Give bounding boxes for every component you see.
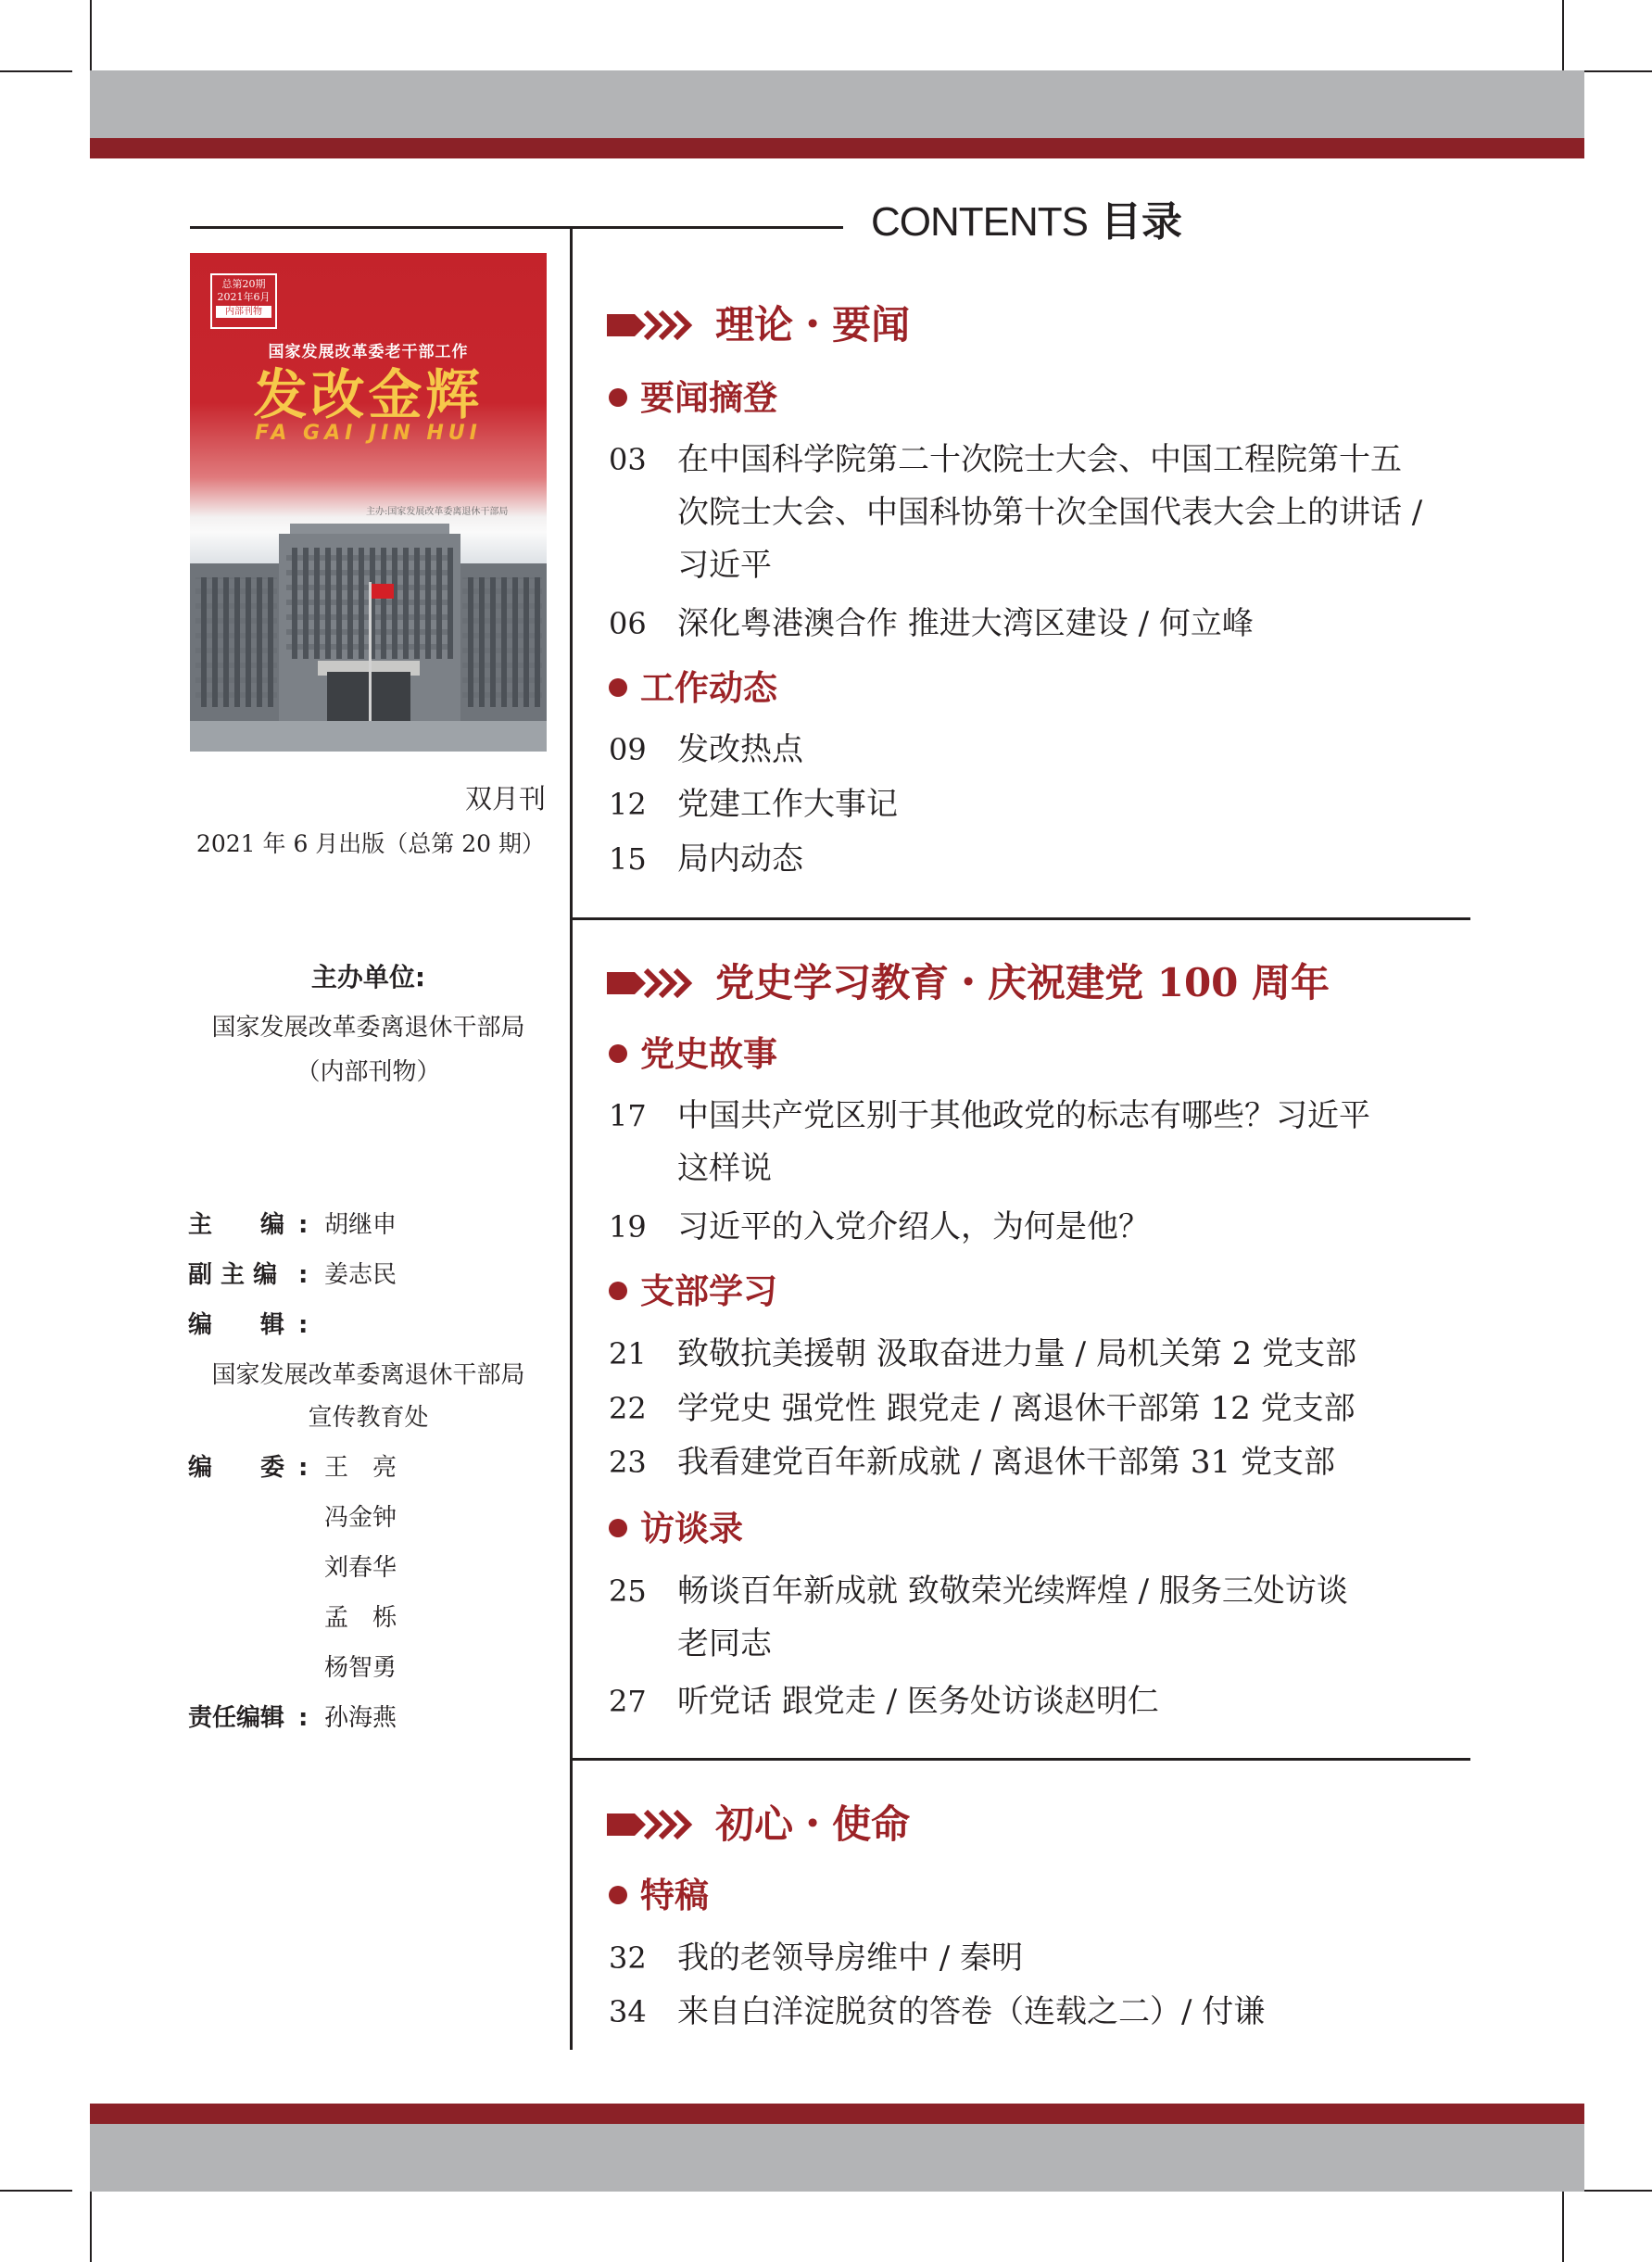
- cover-badge-date: 2021年6月: [217, 291, 271, 303]
- responsible-editor-value: 孙海燕: [324, 1704, 397, 1732]
- editor-label: 编 辑: [188, 1311, 285, 1339]
- footer-band-red: [90, 2104, 1584, 2124]
- subsection-title: 党史故事: [640, 1033, 777, 1074]
- toc-page-number: 06: [609, 606, 647, 641]
- toc-entry-text: 我看建党百年新成就 / 离退休干部第 31 党支部: [677, 1444, 1335, 1481]
- toc-entry-text: 畅谈百年新成就 致敬荣光续辉煌 / 服务三处访谈: [677, 1573, 1348, 1610]
- toc-page-number: 21: [609, 1336, 647, 1371]
- toc-entry-text: 中国共产党区别于其他政党的标志有哪些？习近平: [677, 1097, 1370, 1134]
- chevron-arrows-icon: [607, 965, 700, 1002]
- magazine-cover-image: [190, 253, 547, 752]
- editor-dept: 宣传教育处: [308, 1404, 429, 1432]
- deputy-editor-value: 姜志民: [324, 1261, 397, 1289]
- board-member: 孟 栎: [324, 1604, 397, 1632]
- bullet-dot-icon: [609, 678, 627, 697]
- host-label: 主办单位:: [310, 962, 426, 992]
- toc-entry-text: 这样说: [677, 1150, 772, 1187]
- cover-building-windows: [462, 577, 542, 707]
- label-colon: :: [298, 1704, 309, 1732]
- publication-frequency: 双月刊: [464, 783, 546, 815]
- section-divider: [570, 1758, 1470, 1761]
- cover-org: 国家发展改革委老干部工作: [268, 343, 469, 361]
- crop-mark: [1580, 70, 1652, 72]
- subsection-heading: [609, 375, 777, 420]
- toc-page-number: 27: [609, 1684, 647, 1719]
- toc-entry-text: 局内动态: [677, 840, 803, 878]
- header-band-red: [90, 138, 1584, 158]
- crop-mark: [0, 70, 72, 72]
- responsible-editor-label: 责任编辑: [188, 1704, 285, 1732]
- crop-mark: [1562, 2190, 1564, 2262]
- section-heading: [607, 959, 1330, 1007]
- subsection-heading: [609, 1873, 709, 1917]
- footer-band-gray: [90, 2124, 1584, 2192]
- label-colon: :: [298, 1454, 309, 1482]
- contents-title-zh: 目录: [1101, 198, 1182, 246]
- toc-page-number: 23: [609, 1445, 647, 1480]
- subsection-title: 支部学习: [640, 1270, 777, 1311]
- subsection-heading: [609, 1269, 777, 1313]
- column-divider: [570, 226, 573, 2050]
- toc-entry-text: 习近平的入党介绍人，为何是他？: [677, 1208, 1150, 1245]
- host-org: 国家发展改革委离退休干部局: [211, 1014, 525, 1042]
- cover-badge-internal: 内部刊物: [216, 306, 271, 318]
- subsection-title: 访谈录: [640, 1508, 743, 1548]
- subsection-title: 特稿: [640, 1875, 709, 1915]
- contents-title-en: CONTENTS: [871, 199, 1088, 245]
- toc-entry-text: 学党史 强党性 跟党走 / 离退休干部第 12 党支部: [677, 1390, 1356, 1427]
- toc-entry-text: 致敬抗美援朝 汲取奋进力量 / 局机关第 2 党支部: [677, 1335, 1357, 1372]
- subsection-heading: [609, 1031, 777, 1076]
- cover-flag: [372, 584, 394, 599]
- toc-entry-text: 在中国科学院第二十次院士大会、中国工程院第十五: [677, 441, 1402, 478]
- section-title: 党史学习教育・庆祝建党 100 周年: [715, 960, 1330, 1005]
- toc-page-number: 25: [609, 1573, 647, 1609]
- contents-title: [871, 195, 1182, 250]
- section-heading: [607, 1801, 910, 1849]
- toc-entry-text: 党建工作大事记: [677, 786, 898, 823]
- toc-page-number: 03: [609, 442, 647, 477]
- crop-mark: [90, 2190, 92, 2262]
- chief-editor-label: 主 编: [188, 1211, 285, 1239]
- toc-page-number: 22: [609, 1391, 647, 1426]
- section-title: 初心・使命: [715, 1801, 911, 1847]
- bullet-dot-icon: [609, 1519, 627, 1537]
- bullet-dot-icon: [609, 1282, 627, 1300]
- header-band-gray: [90, 70, 1584, 138]
- subsection-heading: [609, 665, 777, 710]
- subsection-heading: [609, 1506, 743, 1550]
- toc-entry-text: 听党话 跟党走 / 医务处访谈赵明仁: [677, 1683, 1159, 1720]
- toc-entry-text: 来自白洋淀脱贫的答卷（连载之二）/ 付谦: [677, 1993, 1266, 2030]
- cover-sponsor: 主办:国家发展改革委离退休干部局: [366, 507, 509, 517]
- bullet-dot-icon: [609, 1044, 627, 1063]
- toc-entry-text: 深化粤港澳合作 推进大湾区建设 / 何立峰: [677, 605, 1254, 642]
- section-heading: [607, 301, 910, 349]
- toc-page-number: 32: [609, 1940, 647, 1976]
- cover-pinyin: FA GAI JIN HUI: [255, 422, 482, 445]
- toc-entry-text: 老同志: [677, 1625, 772, 1662]
- crop-mark: [1580, 2190, 1652, 2192]
- board-member: 王 亮: [324, 1454, 397, 1482]
- subsection-title: 要闻摘登: [640, 377, 777, 418]
- toc-page-number: 34: [609, 1994, 647, 2029]
- toc-page-number: 12: [609, 787, 647, 822]
- toc-entry-text: 我的老领导房维中 / 秦明: [677, 1940, 1024, 1977]
- board-member: 杨智勇: [324, 1654, 397, 1682]
- cover-issue-badge: [210, 273, 277, 329]
- cover-badge-issue: 总第20期: [221, 278, 266, 290]
- label-colon: :: [298, 1261, 309, 1289]
- host-note: （内部刊物）: [296, 1058, 441, 1086]
- board-member: 冯金钟: [324, 1504, 397, 1532]
- toc-page-number: 19: [609, 1209, 647, 1245]
- cover-title: 发改金辉: [253, 363, 484, 426]
- cover-ground: [190, 721, 547, 752]
- board-label: 编 委: [188, 1454, 285, 1482]
- cover-building-windows: [195, 577, 277, 707]
- toc-page-number: 17: [609, 1098, 647, 1133]
- toc-entry-text: 发改热点: [677, 731, 803, 768]
- toc-entry-text: 习近平: [677, 547, 772, 584]
- board-member: 刘春华: [324, 1554, 397, 1582]
- contents-rule: [190, 226, 843, 229]
- chevron-arrows-icon: [607, 1806, 700, 1843]
- subsection-title: 工作动态: [640, 667, 777, 708]
- toc-page-number: 15: [609, 841, 647, 877]
- deputy-editor-label: 副 主 编: [188, 1261, 278, 1289]
- crop-mark: [90, 0, 92, 72]
- section-divider: [570, 917, 1470, 920]
- chevron-arrows-icon: [607, 307, 700, 344]
- editor-org: 国家发展改革委离退休干部局: [211, 1361, 525, 1389]
- toc-entry-text: 次院士大会、中国科协第十次全国代表大会上的讲话 /: [677, 494, 1423, 531]
- label-colon: :: [298, 1211, 309, 1239]
- publication-date: 2021 年 6 月出版（总第 20 期）: [195, 830, 545, 857]
- chief-editor-value: 胡继申: [324, 1211, 397, 1239]
- crop-mark: [1562, 0, 1564, 72]
- label-colon: :: [298, 1311, 309, 1339]
- crop-mark: [0, 2190, 72, 2192]
- toc-page-number: 09: [609, 732, 647, 767]
- bullet-dot-icon: [609, 388, 627, 407]
- cover-flagpole: [369, 582, 372, 730]
- section-title: 理论・要闻: [715, 302, 911, 348]
- bullet-dot-icon: [609, 1886, 627, 1904]
